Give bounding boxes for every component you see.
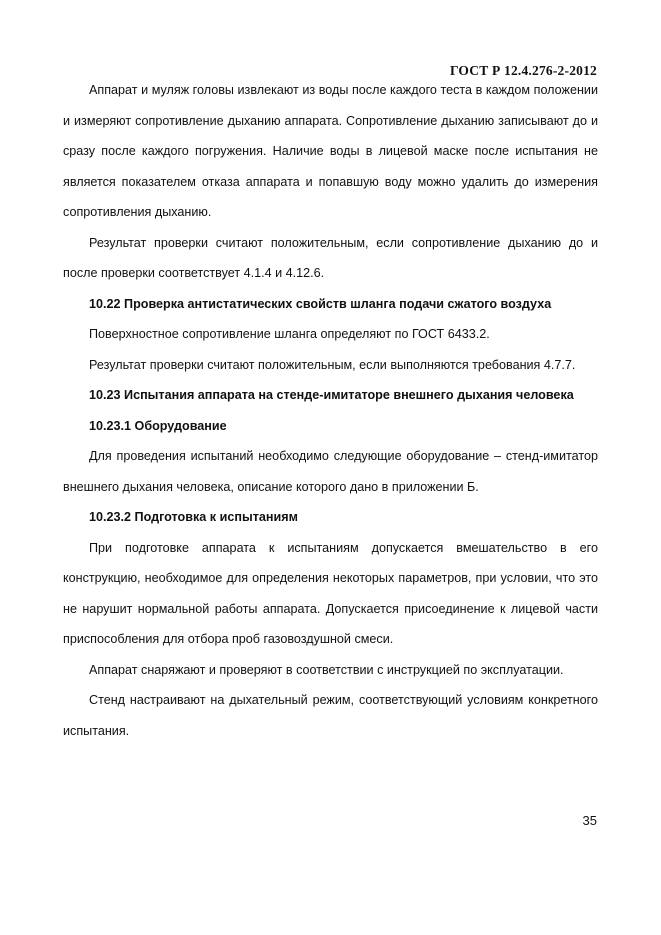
paragraph: Стенд настраивают на дыхательный режим, соответствующий условиям конкретного испытания. — [63, 693, 598, 738]
body-text — [63, 75, 598, 746]
paragraph: Аппарат и муляж головы извлекают из воды после каждого теста в каждом положении и измеряют сопротивление дыханию аппарата. Сопротивление дыханию записывают до и сразу после каждого погружения. Наличие воды в лицевой маске после испытания не является показателем отказа аппарата и попавшую воду можно удалить до измерения сопротивления дыханию. — [63, 83, 598, 219]
section-heading-10-22: 10.22 Проверка антистатических свойств шланга подачи сжатого воздуха — [89, 296, 552, 311]
subsection-heading-10-23-1: 10.23.1 Оборудование — [89, 418, 227, 433]
paragraph: Результат проверки считают положительным, если выполняются требования 4.7.7. — [89, 357, 576, 372]
page-number: 35 — [582, 813, 597, 828]
paragraph: Поверхностное сопротивление шланга определяют по ГОСТ 6433.2. — [89, 327, 490, 341]
paragraph: Для проведения испытаний необходимо следующие оборудование – стенд-имитатор внешнего дыхания человека, описание которого дано в приложении Б. — [63, 449, 598, 494]
paragraph: Результат проверки считают положительным, если сопротивление дыханию до и после проверки соответствует 4.1.4 и 4.12.6. — [63, 235, 598, 280]
paragraph: При подготовке аппарата к испытаниям допускается вмешательство в его конструкцию, необходимое для определения некоторых параметров, при условии, что это не нарушит нормальной работы аппарата. Допускается присоединение к лицевой части приспособления для отбора проб газовоздушной смеси. — [63, 540, 598, 646]
subsection-heading-10-23-2: 10.23.2 Подготовка к испытаниям — [89, 510, 298, 524]
section-heading-10-23: 10.23 Испытания аппарата на стенде-имитаторе внешнего дыхания человека — [89, 388, 574, 402]
paragraph: Аппарат снаряжают и проверяют в соответствии с инструкцией по эксплуатации. — [89, 662, 564, 677]
document-code: ГОСТ Р 12.4.276-2-2012 — [449, 63, 597, 78]
